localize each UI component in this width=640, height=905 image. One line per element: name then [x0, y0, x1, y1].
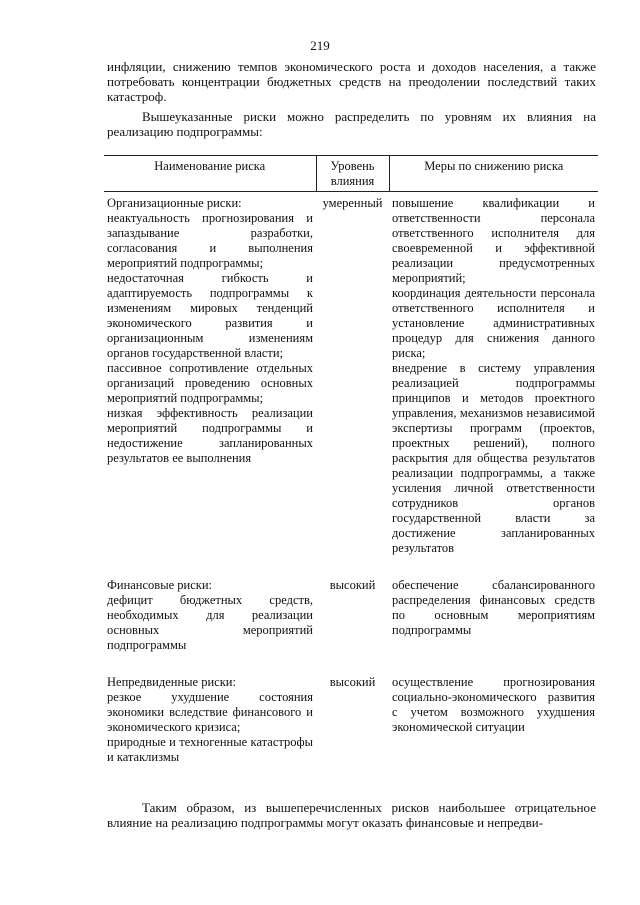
- risk-category-title: Финансовые риски:: [107, 578, 212, 592]
- risk-category-title: Организационные риски:: [107, 196, 242, 210]
- impact-level-cell: высокий: [329, 675, 376, 689]
- risk-item: резкое ухудшение состояния экономики вследствие финансового и экономического кризиса;: [107, 690, 313, 734]
- risk-table-header-row: [104, 156, 598, 192]
- paragraph-risk-distribution: Вышеуказанные риски можно распределить по уровням их влияния на реализацию подпрограммы:: [107, 109, 596, 139]
- table-row: [104, 556, 598, 653]
- measure-item: повышение квалификации и ответственности персонала ответственного исполнителя для своевременной и эффективной реализации предусмотренных мероприятий;: [392, 196, 595, 285]
- header-risk-name: Наименование риска: [104, 156, 316, 192]
- risk-table: [104, 155, 598, 765]
- measure-item: внедрение в систему управления реализацией подпрограммы принципов и методов проектного управления, механизмов независимой экспертизы программ (проектов, проектных решений), полного раскрытия для общества результатов реализации подпрограммы, а также усиления личной ответственности сотрудников органов государственной власти за достижение запланированных результатов: [392, 361, 595, 555]
- risk-name-cell: [104, 653, 316, 765]
- header-mitigation-measures: Меры по снижению риска: [389, 156, 598, 192]
- table-row: [104, 653, 598, 765]
- measures-cell: [389, 192, 598, 557]
- risk-item: низкая эффективность реализации мероприятий подпрограммы и недостижение запланированных результатов ее выполнения: [107, 406, 313, 465]
- measures-cell: [389, 556, 598, 653]
- risk-name-cell: [104, 556, 316, 653]
- risk-name-cell: [104, 192, 316, 557]
- risk-item: неактуальность прогнозирования и запаздывание разработки, согласования и выполнения мероприятий подпрограммы;: [107, 211, 313, 270]
- paragraph-intro-continuation: инфляции, снижению темпов экономического роста и доходов населения, а также потребовать концентрации бюджетных средств на преодолении последствий таких катастроф.: [107, 59, 596, 104]
- risk-item: пассивное сопротивление отдельных организаций проведению основных мероприятий подпрограммы;: [107, 361, 313, 405]
- header-impact-level: Уровень влияния: [316, 156, 389, 192]
- paragraph-conclusion: Таким образом, из вышеперечисленных рисков наибольшее отрицательное влияние на реализацию подпрограммы могут оказать финансовые и непредви-: [107, 800, 596, 830]
- risk-item: природные и техногенные катастрофы и катаклизмы: [107, 735, 313, 764]
- table-row: [104, 192, 598, 557]
- risk-item: дефицит бюджетных средств, необходимых для реализации основных мероприятий подпрограммы: [107, 593, 313, 652]
- impact-level-cell: высокий: [329, 578, 376, 592]
- measures-cell: [389, 653, 598, 765]
- measure-item: обеспечение сбалансированного распределения финансовых средств по основным мероприятиям подпрограммы: [392, 578, 595, 637]
- impact-level-cell: умеренный: [322, 196, 383, 210]
- measure-item: осуществление прогнозирования социально-экономического развития с учетом возможного ухудшения экономической ситуации: [392, 675, 595, 734]
- measure-item: координация деятельности персонала ответственного исполнителя и установление административных процедур для снижения данного риска;: [392, 286, 595, 360]
- page-number: 219: [310, 38, 330, 53]
- risk-category-title: Непредвиденные риски:: [107, 675, 236, 689]
- risk-item: недостаточная гибкость и адаптируемость подпрограммы к изменениям мировых тенденций экономического развития и организационным изменениям органов государственной власти;: [107, 271, 313, 360]
